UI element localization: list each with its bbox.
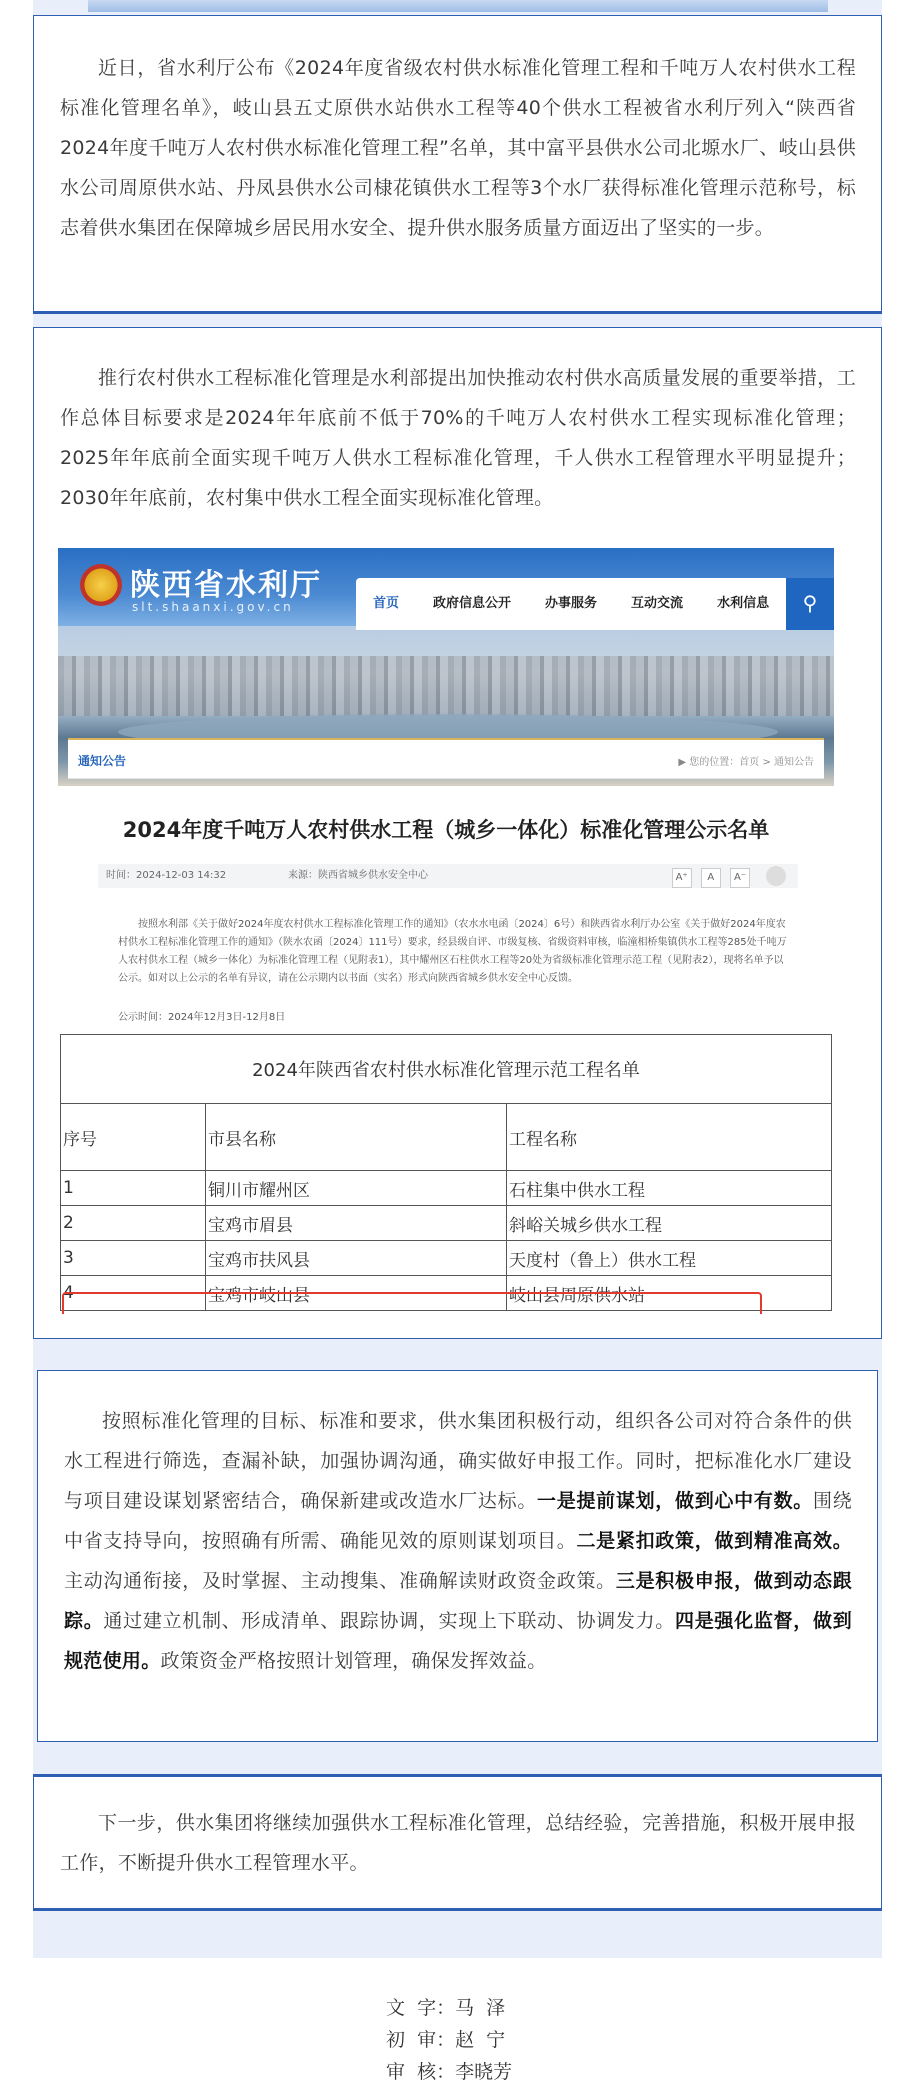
nav-gov-info[interactable]: 政府信息公开 bbox=[433, 596, 512, 611]
cell-city: 宝鸡市岐山县 bbox=[206, 1276, 507, 1311]
cell-city: 铜川市耀州区 bbox=[206, 1171, 507, 1206]
font-larger-button[interactable]: A⁺ bbox=[672, 868, 692, 888]
credit-label: 初 审： bbox=[386, 2029, 456, 2051]
city-skyline bbox=[58, 656, 834, 716]
font-size-controls bbox=[666, 866, 750, 890]
header-city: 市县名称 bbox=[206, 1104, 507, 1171]
top-image-strip bbox=[88, 0, 828, 12]
credit-value: 赵 宁 bbox=[455, 2029, 506, 2051]
cell-index: 3 bbox=[61, 1241, 206, 1276]
table-row bbox=[61, 1206, 832, 1241]
cell-project: 岐山县周原供水站 bbox=[507, 1276, 832, 1311]
highlight-box bbox=[62, 1292, 762, 1314]
credit-writer bbox=[386, 1992, 512, 2024]
cell-index: 4 bbox=[61, 1276, 206, 1311]
table-row bbox=[61, 1171, 832, 1206]
national-emblem-icon bbox=[80, 564, 122, 606]
site-title: 陕西省水利厅 bbox=[130, 568, 322, 603]
p3-point-2: 二是紧扣政策，做到精准高效。 bbox=[576, 1530, 852, 1552]
p3-point-4: 四是强化监督，做到规范使用。 bbox=[64, 1610, 852, 1672]
credits bbox=[386, 1992, 512, 2088]
nav-services[interactable]: 办事服务 bbox=[545, 596, 598, 611]
paragraph-card-4 bbox=[33, 1774, 882, 1911]
credit-label: 文 字： bbox=[386, 1997, 456, 2019]
table-caption: 2024年陕西省农村供水标准化管理示范工程名单 bbox=[61, 1035, 832, 1104]
demo-project-table bbox=[60, 1034, 832, 1311]
cell-project: 石柱集中供水工程 bbox=[507, 1171, 832, 1206]
cell-index: 2 bbox=[61, 1206, 206, 1241]
cell-index: 1 bbox=[61, 1171, 206, 1206]
p3-point-1: 一是提前谋划，做到心中有数。 bbox=[537, 1490, 813, 1512]
font-normal-button[interactable]: A bbox=[701, 868, 721, 888]
print-icon[interactable] bbox=[766, 866, 786, 886]
p3-text-2: 主动沟通衔接，及时掌握、主动搜集、准确解读财政资金政策。 bbox=[64, 1570, 616, 1592]
paragraph-4: 下一步，供水集团将继续加强供水工程标准化管理，总结经验，完善措施，积极开展申报工作，不断提升供水工程管理水平。 bbox=[60, 1812, 856, 1874]
p3-point-3: 三是积极申报，做到动态跟踪。 bbox=[64, 1570, 852, 1632]
cell-project: 天度村（鲁上）供水工程 bbox=[507, 1241, 832, 1276]
location-breadcrumb: ▶ 您的位置：首页 > 通知公告 bbox=[678, 757, 814, 768]
header-project: 工程名称 bbox=[507, 1104, 832, 1171]
nav-home[interactable]: 首页 bbox=[373, 596, 400, 611]
font-smaller-button[interactable]: A⁻ bbox=[730, 868, 750, 888]
breadcrumb bbox=[68, 740, 824, 779]
site-domain: slt.shaanxi.gov.cn bbox=[132, 600, 294, 614]
publicity-period: 公示时间：2024年12月3日-12月8日 bbox=[118, 1012, 286, 1023]
article-title: 2024年度千吨万人农村供水工程（城乡一体化）标准化管理公示名单 bbox=[122, 818, 770, 842]
search-icon[interactable]: ⚲ bbox=[786, 578, 834, 630]
cell-city: 宝鸡市扶风县 bbox=[206, 1241, 507, 1276]
cell-city: 宝鸡市眉县 bbox=[206, 1206, 507, 1241]
publish-time: 时间：2024-12-03 14:32 bbox=[106, 870, 227, 881]
source: 来源：陕西省城乡供水安全中心 bbox=[288, 870, 428, 881]
notice-body: 按照水利部《关于做好2024年度农村供水工程标准化管理工作的通知》（农水水电函〔2024〕6号）和陕西省水利厅办公室《关于做好2024年度农村供水工程标准化管理工作的通知》（陕水农函〔2024〕111号）要求，经县级自评、市级复核、省级资料审核，临潼相桥集镇供水工程等285处千吨万人农村供水工程（城乡一体化）为标准化管理工程（见附表1），其中耀州区石柱供水工程等20处为省级标准化管理示范工程（见附表2），现将名单予以公示。如对以上公示的名单有异议，请在公示期内以书面（实名）形式向陕西省城乡供水安全中心反馈。 bbox=[118, 919, 787, 984]
credit-label: 审 核： bbox=[386, 2061, 456, 2083]
credit-value: 李晓芳 bbox=[455, 2061, 513, 2083]
paragraph-card-1 bbox=[33, 15, 882, 314]
p3-text-4: 政策资金严格按照计划管理，确保发挥效益。 bbox=[160, 1650, 547, 1672]
paragraph-3 bbox=[64, 1401, 852, 1681]
article-meta bbox=[98, 864, 798, 888]
nav-water-info[interactable]: 水利信息 bbox=[717, 596, 770, 611]
p3-text-3: 通过建立机制、形成清单、跟踪协调，实现上下联动、协调发力。 bbox=[103, 1610, 676, 1632]
nav-interaction[interactable]: 互动交流 bbox=[631, 596, 684, 611]
paragraph-1: 近日，省水利厅公布《2024年度省级农村供水标准化管理工程和千吨万人农村供水工程标准化管理名单》，岐山县五丈原供水站供水工程等40个供水工程被省水利厅列入“陕西省2024年度千吨万人农村供水标准化管理工程”名单，其中富平县供水公司北塬水厂、岐山县供水公司周原供水站、丹凤县供水公司棣花镇供水工程等3个水厂获得标准化管理示范称号，标志着供水集团在保障城乡居民用水安全、提升供水服务质量方面迈出了坚实的一步。 bbox=[60, 57, 856, 239]
p3-intro: 按照标准化管理的目标、标准和要求，供水集团积极行动，组织各公司对符合条件的供水工程进行筛选，查漏补缺，加强协调沟通，确实做好申报工作。同时，把标准化水厂建设与项目建设谋划紧密结合，确保新建或改造水厂达标。 bbox=[64, 1410, 852, 1512]
credit-value: 马 泽 bbox=[455, 1997, 506, 2019]
table-header bbox=[61, 1104, 832, 1171]
p3-text-1: 围绕中省支持导向，按照确有所需、确能见效的原则谋划项目。 bbox=[64, 1490, 853, 1552]
credit-auditor bbox=[386, 2056, 512, 2088]
header-index: 序号 bbox=[61, 1104, 206, 1171]
credit-reviewer bbox=[386, 2024, 512, 2056]
paragraph-card-3 bbox=[37, 1370, 878, 1742]
section-label[interactable]: 通知公告 bbox=[78, 754, 127, 768]
cell-project: 斜峪关城乡供水工程 bbox=[507, 1206, 832, 1241]
table-row bbox=[61, 1241, 832, 1276]
embedded-website-screenshot bbox=[58, 548, 834, 1314]
paragraph-2: 推行农村供水工程标准化管理是水利部提出加快推动农村供水高质量发展的重要举措，工作总体目标要求是2024年年底前不低于70%的千吨万人农村供水工程实现标准化管理；2025年年底前全面实现千吨万人供水工程标准化管理，千人供水工程管理水平明显提升；2030年年底前，农村集中供水工程全面实现标准化管理。 bbox=[60, 367, 856, 509]
site-nav bbox=[356, 578, 834, 630]
